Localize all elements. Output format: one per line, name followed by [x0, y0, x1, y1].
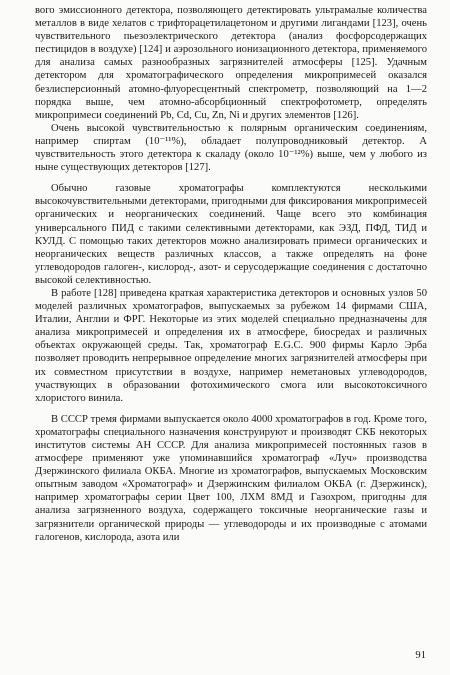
paragraph-3: Обычно газовые хроматографы комплектуются несколькими высокочувствительными детекторами, пригодными для фиксирования микропримесей органических и неорганических соединений. Чаще всего это комбинация универсального ПИД с такими селективными детекторами, как ЭЗД, ПФД, ТИД и КУЛД. С помощью таких детекторов можно анализировать примеси органических и неорганических веществ различных классов, а также определять на фоне углеводородов галоген-, кислород-, азот- и серусодержащие соединения с достаточно высокой селективностью.	[35, 183, 427, 286]
paragraph-4: В работе [128] приведена краткая характеристика детекторов и основных узлов 50 моделей различных хроматографов, выпускаемых за рубежом 14 фирмами США, Италии, Англии и ФРГ. Некоторые из этих моделей специально предназначены для анализа микропримесей и определения их в атмосфере, биосредах и различных объектах окружающей среды. Так, хроматограф E.G.C. 900 фирмы Карло Эрба позволяет проводить непрерывное определение многих загрязнителей атмосферы при их совместном присутствии в воздухе, например неметановых углеводородов, участвующих в образовании фотохимического смога или высокотоксичного хлористого винила.	[35, 287, 427, 404]
body-text	[35, 4, 427, 544]
paragraph-gap	[35, 405, 427, 413]
paragraph-2: Очень высокой чувствительностью к полярным органическим соединениям, например спиртам (10⁻¹¹%), обладает полупроводниковый детектор. А чувствительность этого детектора к скаладу (около 10⁻¹²%) выше, чем у любого из ныне существующих детекторов [127].	[35, 122, 427, 174]
paragraph-gap	[35, 174, 427, 182]
paragraph-1: вого эмиссионного детектора, позволяющего детектировать ультрамалые количества металлов в виде хелатов с трифторацетилацетоном и другими лигандами [123], очень чувствительного пьезоэлектрического детектора (анализ фосфорсодержащих пестицидов в воздухе) [124] и аэрозольного ионизационного детектора, применяемого для анализа самых разнообразных загрязнителей атмосферы [125]. Удачным детектором для хроматографического определения микропримесей оказался безлисперсионный атомно-флуоресцентный спектрометр, позволяющий на 1—2 порядка выше, чем атомно-абсорбционный спектрофотометр, определять микропримеси соединений Pb, Cd, Cu, Zn, Ni и других элементов [126].	[35, 5, 427, 121]
page-number: 91	[415, 650, 426, 661]
paragraph-5: В СССР тремя фирмами выпускается около 4000 хроматографов в год. Кроме того, хроматографы специального назначения конструируют и производят СКБ некоторых институтов системы АН СССР. Для анализа микропримесей постоянных газов в атмосфере применяют уже упоминавшийся хроматограф «Луч» производства Дзержинского филиала ОКБА. Многие из хроматографов, выпускаемых Московским опытным заводом «Хроматограф» и Дзержинским филиалом ОКБА (г. Дзержинск), например хроматографы серии Цвет 100, ЛХМ 8МД и Газохром, пригодны для анализа загрязненного воздуха, содержащего токсичные неорганические газы и загрязнители органической природы — углеводороды и их производные с атомами галогенов, кислорода, азота или	[35, 413, 427, 543]
